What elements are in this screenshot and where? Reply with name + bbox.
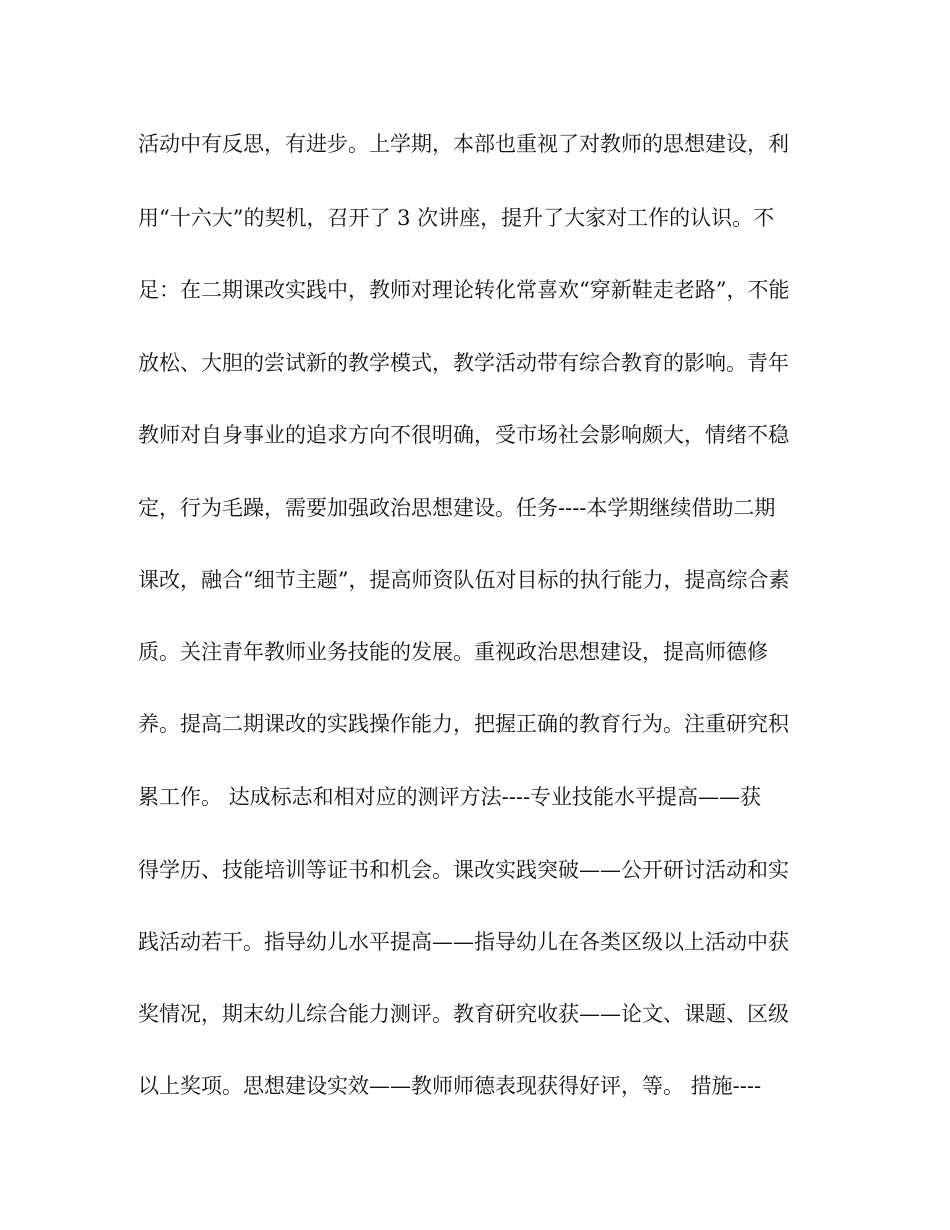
paragraph-line: 累工作。 达成标志和相对应的测评方法----专业技能水平提高——获 bbox=[138, 785, 762, 809]
paragraph-line: 教师对自身事业的追求方向不很明确，受市场社会影响颇大，情绪不稳 bbox=[138, 423, 789, 447]
paragraph-line: 养。提高二期课改的实践操作能力，把握正确的教育行为。注重研究积 bbox=[138, 712, 789, 736]
paragraph-line: 放松、大胆的尝试新的教学模式，教学活动带有综合教育的影响。青年 bbox=[138, 351, 789, 375]
paragraph-line: 定，行为毛躁，需要加强政治思想建设。任务----本学期继续借助二期 bbox=[138, 496, 776, 520]
paragraph-line: 用“十六大”的契机，召开了 3 次讲座，提升了大家对工作的认识。不 bbox=[138, 206, 775, 230]
paragraph-line: 课改，融合“细节主题”，提高师资队伍对目标的执行能力，提高综合素 bbox=[138, 568, 790, 592]
paragraph-line: 得学历、技能培训等证书和机会。课改实践突破——公开研讨活动和实 bbox=[138, 858, 789, 882]
paragraph-line: 践活动若干。指导幼儿水平提高——指导幼儿在各类区级以上活动中获 bbox=[138, 930, 789, 954]
paragraph-line: 质。关注青年教师业务技能的发展。重视政治思想建设，提高师德修 bbox=[138, 640, 768, 664]
paragraph-line: 活动中有反思，有进步。上学期，本部也重视了对教师的思想建设，利 bbox=[138, 132, 789, 156]
paragraph-line: 以上奖项。思想建设实效——教师师德表现获得好评，等。 措施---- bbox=[138, 1074, 762, 1098]
paragraph-line: 足：在二期课改实践中，教师对理论转化常喜欢“穿新鞋走老路”，不能 bbox=[138, 278, 790, 302]
paragraph-line: 奖情况，期末幼儿综合能力测评。教育研究收获——论文、课题、区级 bbox=[138, 1002, 789, 1026]
